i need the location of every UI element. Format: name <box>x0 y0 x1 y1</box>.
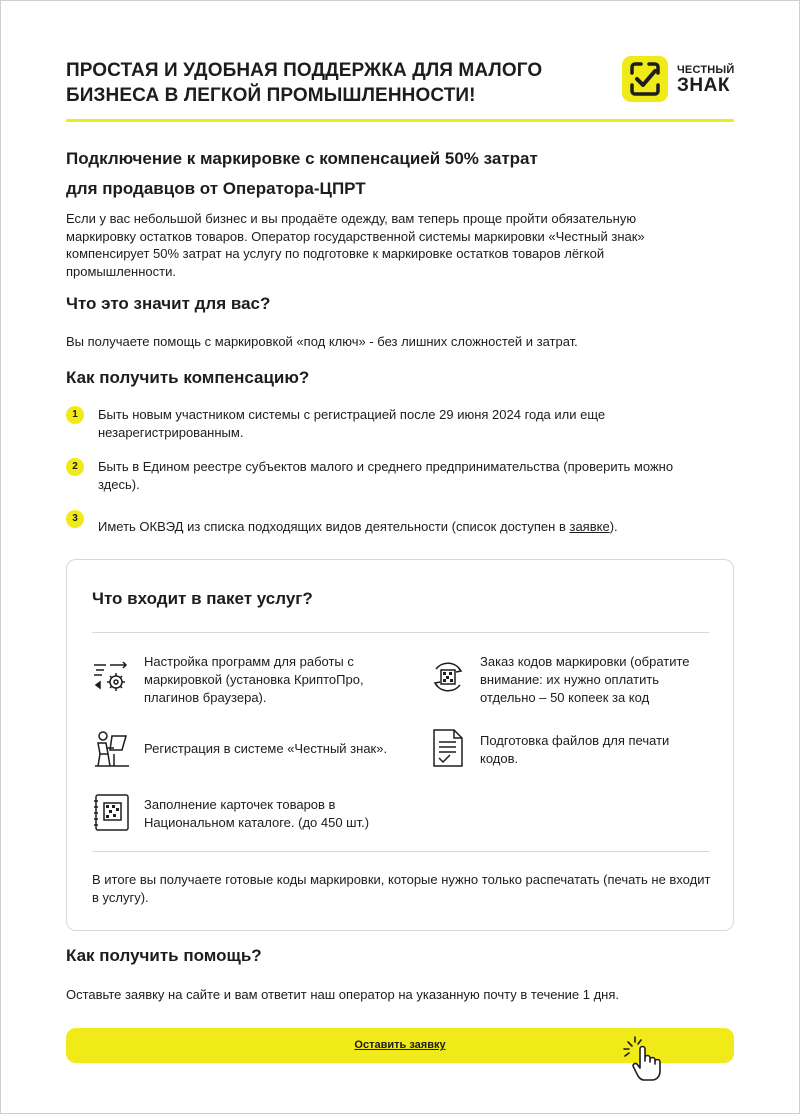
logo-text-bottom: ЗНАК <box>677 75 730 96</box>
step-text-after: ). <box>609 519 618 534</box>
logo-text-top: ЧЕСТНЫЙ <box>677 64 735 76</box>
document-check-icon <box>428 728 468 768</box>
service-text: Настройка программ для работы с маркировкой (установка КриптоПро, плагинов браузера). <box>144 654 364 705</box>
user-computer-icon <box>92 728 132 768</box>
logo <box>622 56 736 106</box>
card-divider <box>92 632 709 633</box>
help-heading: Как получить помощь? <box>66 946 262 965</box>
help-text: Оставьте заявку на сайте и вам ответит наш оператор на указанную почту в течение 1 дня. <box>66 987 619 1002</box>
service-item-settings <box>92 653 392 713</box>
step-number-badge: 3 <box>66 510 84 528</box>
compensation-heading: Как получить компенсацию? <box>66 368 310 387</box>
page-title: ПРОСТАЯ И УДОБНАЯ ПОДДЕРЖКА ДЛЯ МАЛОГО БИЗНЕСА В ЛЕГКОЙ ПРОМЫШЛЕННОСТИ! <box>66 60 543 106</box>
step-number-badge: 1 <box>66 406 84 424</box>
header-divider <box>66 119 734 122</box>
submit-application-label[interactable]: Оставить заявку <box>354 1039 446 1051</box>
subtitle-line-1: Подключение к маркировке с компенсацией 50% затрат <box>66 149 538 168</box>
card-divider <box>92 851 709 852</box>
service-text: Регистрация в системе «Честный знак». <box>144 741 388 756</box>
services-heading: Что входит в пакет услуг? <box>92 589 313 608</box>
header <box>66 58 734 122</box>
service-item-registration <box>92 728 412 772</box>
service-text: Подготовка файлов для печати кодов. <box>480 733 670 766</box>
settings-code-icon <box>92 657 132 697</box>
intro-paragraph: Если у вас небольшой бизнес и вы продаёте одежду, вам теперь проще пройти обязательную маркировку остатков товаров. Оператор государственной системы маркировки «Честный знак» компенсирует 50% затрат на услугу по подготовке к маркировке остатков товаров лёгкой промышленности. <box>66 211 645 279</box>
service-text: Заполнение карточек товаров в Национальном каталоге. (до 450 шт.) <box>144 797 370 830</box>
service-item-print-files <box>428 728 728 772</box>
subtitle <box>66 144 626 204</box>
application-link[interactable]: заявке <box>569 519 610 534</box>
service-item-catalog <box>92 792 412 836</box>
service-text: Заказ кодов маркировки (обратите внимание: их нужно оплатить отдельно – 50 копеек за код <box>480 654 690 705</box>
catalog-book-icon <box>92 792 132 832</box>
pointer-hand-icon <box>622 1036 668 1082</box>
step-text: Быть в Едином реестре субъектов малого и среднего предпринимательства (проверить можно здесь). <box>98 459 674 492</box>
logo-mark-icon <box>622 56 668 102</box>
code-order-icon <box>428 657 468 697</box>
subtitle-line-2: для продавцов от Оператора-ЦПРТ <box>66 179 366 198</box>
step-text <box>98 518 698 536</box>
step-text-before: Иметь ОКВЭД из списка подходящих видов деятельности (список доступен в <box>98 519 570 534</box>
service-item-code-order <box>428 653 728 713</box>
meaning-text: Вы получаете помощь с маркировкой «под ключ» - без лишних сложностей и затрат. <box>66 334 578 349</box>
step-number-badge: 2 <box>66 458 84 476</box>
step-text: Быть новым участником системы с регистрацией после 29 июня 2024 года или еще незарегистрированным. <box>98 407 606 440</box>
services-card <box>66 559 734 931</box>
services-summary: В итоге вы получаете готовые коды маркировки, которые нужно только распечатать (печать не входит в услугу). <box>92 872 711 905</box>
meaning-heading: Что это значит для вас? <box>66 294 271 313</box>
